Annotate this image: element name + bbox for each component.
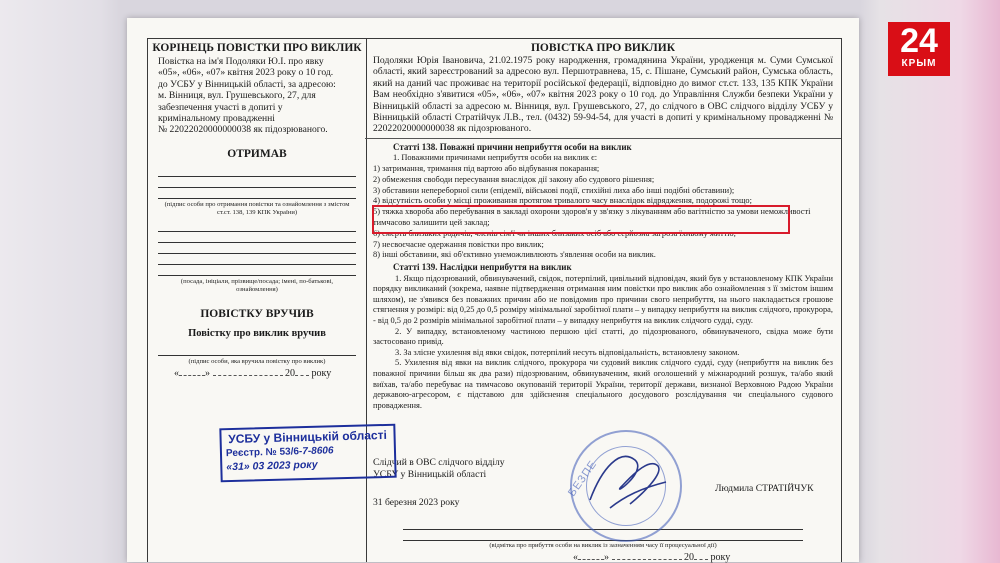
article-item: 3. За злісне ухилення від явки свідок, потерпілий несуть відповідальність, встановлену законом. — [395, 347, 740, 357]
served-subtitle: Повістку про виклик вручив — [188, 327, 326, 339]
highlight-box — [372, 205, 790, 234]
signature-line — [158, 166, 356, 177]
signer-office: УСБУ у Вінницькій області — [373, 469, 487, 480]
signature-line — [158, 243, 356, 254]
signer-position: Слідчий в ОВС слідчого відділу — [373, 457, 505, 468]
signature-line — [158, 265, 356, 276]
article-item: 2) обмеження свободи пересування внаслідок дії закону або судового рішення; — [373, 174, 655, 184]
article-item: 2. У випадку, встановленому частиною першою цієї статті, до підозрюваного, обвинуваченого, свідка може бути застосовано привід. — [373, 326, 833, 347]
article-item: 7) несвоєчасне одержання повістки про виклик; — [373, 239, 544, 249]
article-item: 1. Якщо підозрюваний, обвинувачений, свідок, потерпілий, цивільний відповідач, який був у встановленому КПК України порядку викликаний (зокрема, наявне підтвердження отримання ним повістки про виклик або ознайомлення з її змістом іншим шляхом), не з'явився без поважних причин або не повідомив про причини свого неприбуття, на нього накладається грошове стягнення у розмірі: від 0,25 до 0,5 розміру мінімальної заробітної плати – у випадку неприбуття на виклик слідчого, прокурора, - від 0,5 до 2 розмірів мінімальної заробітної плати – у випадку неприбуття на виклик слідчого судді, суду. — [373, 273, 833, 325]
position-caption: (посада, ініціали, прізвище/посада; імені, по-батькові, ознайомлення) — [180, 277, 334, 293]
issue-date: 31 березня 2023 року — [373, 497, 460, 508]
stub-line: № 22022020000000038 як підозрюваного. — [158, 124, 328, 136]
summons-title: ПОВІСТКА ПРО ВИКЛИК — [530, 42, 676, 54]
article-139-list — [373, 274, 833, 412]
received-caption: (підпис особи про отримання повістки та ознайомлення з змістом ст.ст. 138, 139 КПК України) — [164, 200, 350, 216]
served-caption: (підпис особи, яка вручила повістку про виклик) — [188, 357, 326, 365]
article-item: 8) інші обставини, які об'єктивно унеможливлюють з'явлення особи на виклик. — [373, 250, 656, 260]
stamp-date: «31» 03 2023 року — [226, 458, 318, 474]
stub-line: кримінальному провадженні — [158, 113, 275, 125]
signer-name: Людмила СТРАТІЙЧУК — [715, 483, 814, 494]
stub-title: КОРІНЕЦЬ ПОВІСТКИ ПРО ВИКЛИК — [152, 42, 362, 54]
signature-line — [158, 232, 356, 243]
stub-line: до УСБУ у Вінницькій області, за адресою: — [158, 78, 336, 90]
summons-stub — [147, 38, 367, 562]
article-item: 5) тяжка хвороба або перебування в закладі охорони здоров'я у зв'язку з лікуванням або вагітністю за умови неможливості тимчасово залишити цей заклад; — [373, 207, 811, 228]
article-item: 1. Поважними причинами неприбуття особи на виклик є: — [393, 153, 598, 163]
stub-line: забезпечення участі в допиті у — [158, 101, 283, 113]
article-item: 5. Ухилення від явки на виклик слідчого, прокурора чи судовий виклик слідчого судді, суду (неприбуття на виклик без поважної причини більш як два рази) підозрюваним, обвинуваченим, який оголошений у міжнародний розшук, та/або який виїхав, та/або перебуває на тимчасово окупованій території України, території держави, визнаної Верховною Радою України державою-агресором, є підставою для здійснення спеціального досудового розслідування чи спеціального судового провадження. — [373, 358, 833, 410]
summons-intro: Подоляки Юрія Івановича, 21.02.1975 року народження, громадянина України, уродженця м. Суми Сумської області, який зареєстрований за адресою вул. Першотравнева, 15, с. Пішане, Сумський район, Сумська область, який на даний час проживає на території російської федерації, відповідно до вимог ст.ст. 133, 135 КПК України Вам необхідно з'явитися «05», «06», «07» квітня 2023 року о 10 год. до Управління Служби безпеки України у Вінницькій області за адресою м. Вінниця, вул. Грушевського, 27, до слідчого в ОВС слідчого відділу УСБУ у Вінницькій області Стратійчук Л.В., тел. (0432) 59-94-54, для участі в допиті у кримінальному провадженні № 22022020000000038 як підозрюваного. — [373, 55, 833, 135]
stub-line: Повістка на ім'я Подоляки Ю.І. про явку — [158, 56, 324, 67]
stub-intro — [148, 54, 366, 136]
arrival-date: « » 20 року — [573, 552, 731, 563]
logo-number: 24 — [900, 22, 938, 60]
article-139-title: Статті 139. Наслідки неприбуття на виклик — [393, 262, 572, 273]
signature-line — [158, 345, 356, 356]
signature-line — [158, 221, 356, 232]
signature — [580, 438, 670, 518]
signature-line — [158, 177, 356, 188]
stub-line: м. Вінниця, вул. Грушевського, 27, для — [158, 90, 316, 102]
article-item: 6) смерть близьких родичів, членів сім'ї чи інших близьких осіб або серйозна загроза їхньому життю; — [373, 228, 737, 238]
stub-line: «05», «06», «07» квітня 2023 року о 10 год. — [158, 67, 334, 79]
seal-text: БЕЗПЕ — [566, 458, 600, 499]
channel-logo — [888, 22, 950, 76]
signature-line — [158, 188, 356, 199]
served-date: « » 20 року — [174, 367, 332, 379]
served-title: ПОВІСТКУ ВРУЧИВ — [200, 307, 314, 320]
arrival-caption: (відмітка про прибуття особи на виклик із зазначенням часу її процесуальної дії) — [489, 542, 717, 549]
article-item-highlighted: 3) обставини непереборної сили (епідемії, військові події, стихійні лиха або інші подібні обставини); — [373, 185, 735, 195]
article-138-title: Статті 138. Поважні причини неприбуття особи на виклик — [393, 141, 632, 152]
logo-region: КРЫМ — [901, 58, 937, 69]
stamp-registry: Реєстр. № 53/6-7-8606 — [225, 445, 334, 460]
article-item: 1) затримання, тримання під вартою або відбування покарання; — [373, 164, 600, 174]
registration-stamp — [219, 424, 396, 483]
signature-line — [158, 254, 356, 265]
received-title: ОТРИМАВ — [227, 147, 287, 160]
stamp-title: УСБУ у Вінницькій області — [228, 427, 388, 447]
article-item-highlighted: 4) відсутність особи у місці проживання протягом тривалого часу внаслідок відрядження, подорожі тощо; — [373, 196, 752, 206]
